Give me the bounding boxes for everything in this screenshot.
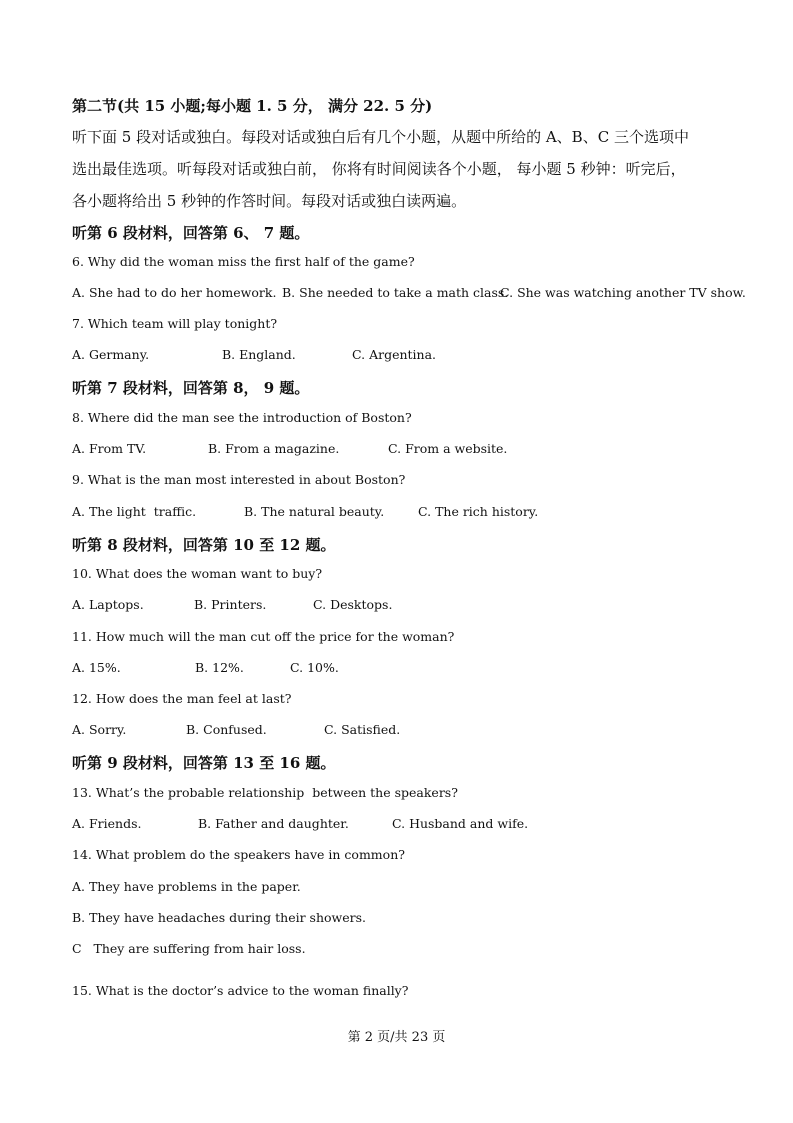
q9-option-b: B. The natural beauty. — [244, 504, 385, 519]
question-7: 7. Which team will play tonight? — [72, 316, 278, 331]
q8-option-b: B. From a magazine. — [208, 441, 340, 456]
q8-option-c: C. From a website. — [388, 441, 508, 456]
group-heading-7: 听第 7 段材料，回答第 8， 9 题。 — [72, 379, 310, 397]
group-heading-9: 听第 9 段材料，回答第 13 至 16 题。 — [72, 754, 336, 772]
q8-option-a: A. From TV. — [72, 441, 147, 456]
q10-option-a: A. Laptops. — [72, 597, 144, 612]
group-heading-8: 听第 8 段材料，回答第 10 至 12 题。 — [72, 536, 336, 554]
group-heading-6: 听第 6 段材料，回答第 6、 7 题。 — [72, 224, 310, 242]
q10-option-c: C. Desktops. — [313, 597, 393, 612]
q9-option-a: A. The light traffic. — [72, 504, 197, 519]
q13-option-b: B. Father and daughter. — [198, 816, 349, 831]
q13-option-c: C. Husband and wife. — [392, 816, 529, 831]
q12-option-b: B. Confused. — [186, 722, 267, 737]
q10-option-b: B. Printers. — [194, 597, 267, 612]
question-10: 10. What does the woman want to buy? — [72, 566, 323, 581]
q14-option-c: C They are suffering from hair loss. — [72, 941, 306, 956]
q7-option-a: A. Germany. — [72, 347, 150, 362]
question-6: 6. Why did the woman miss the first half of the game? — [72, 254, 415, 269]
q14-option-b: B. They have headaches during their showers. — [72, 910, 367, 925]
q13-option-a: A. Friends. — [72, 816, 142, 831]
q7-option-b: B. England. — [222, 347, 296, 362]
question-11: 11. How much will the man cut off the price for the woman? — [72, 629, 455, 644]
q12-option-a: A. Sorry. — [72, 722, 127, 737]
question-15: 15. What is the doctor’s advice to the woman finally? — [72, 983, 409, 998]
instruction-line-3: 各小题将给出 5 秒钟的作答时间。每段对话或独白读两遍。 — [72, 192, 467, 210]
section-header: 第二节(共 15 小题;每小题 1. 5 分， 满分 22. 5 分) — [72, 97, 433, 115]
instruction-line-2: 选出最佳选项。听每段对话或独白前， 你将有时间阅读各个小题， 每小题 5 秒钟：听完后， — [72, 160, 686, 178]
question-8: 8. Where did the man see the introduction of Boston? — [72, 410, 412, 425]
q6-option-b: B. She needed to take a math class. — [282, 285, 509, 300]
question-14: 14. What problem do the speakers have in common? — [72, 847, 405, 862]
q7-option-c: C. Argentina. — [352, 347, 437, 362]
q6-option-c: C. She was watching another TV show. — [500, 285, 746, 300]
q11-option-b: B. 12%. — [195, 660, 244, 675]
page-footer: 第 2 页/共 23 页 — [347, 1030, 446, 1045]
question-9: 9. What is the man most interested in about Boston? — [72, 472, 406, 487]
instruction-line-1: 听下面 5 段对话或独白。每段对话或独白后有几个小题，从题中所给的 A、B、C 三个选项中 — [72, 128, 689, 146]
q11-option-c: C. 10%. — [290, 660, 339, 675]
q9-option-c: C. The rich history. — [418, 504, 539, 519]
question-12: 12. How does the man feel at last? — [72, 691, 292, 706]
q11-option-a: A. 15%. — [72, 660, 121, 675]
q12-option-c: C. Satisfied. — [324, 722, 401, 737]
q6-option-a: A. She had to do her homework. — [72, 285, 277, 300]
q14-option-a: A. They have problems in the paper. — [72, 879, 301, 894]
question-13: 13. What’s the probable relationship between the speakers? — [72, 785, 458, 800]
